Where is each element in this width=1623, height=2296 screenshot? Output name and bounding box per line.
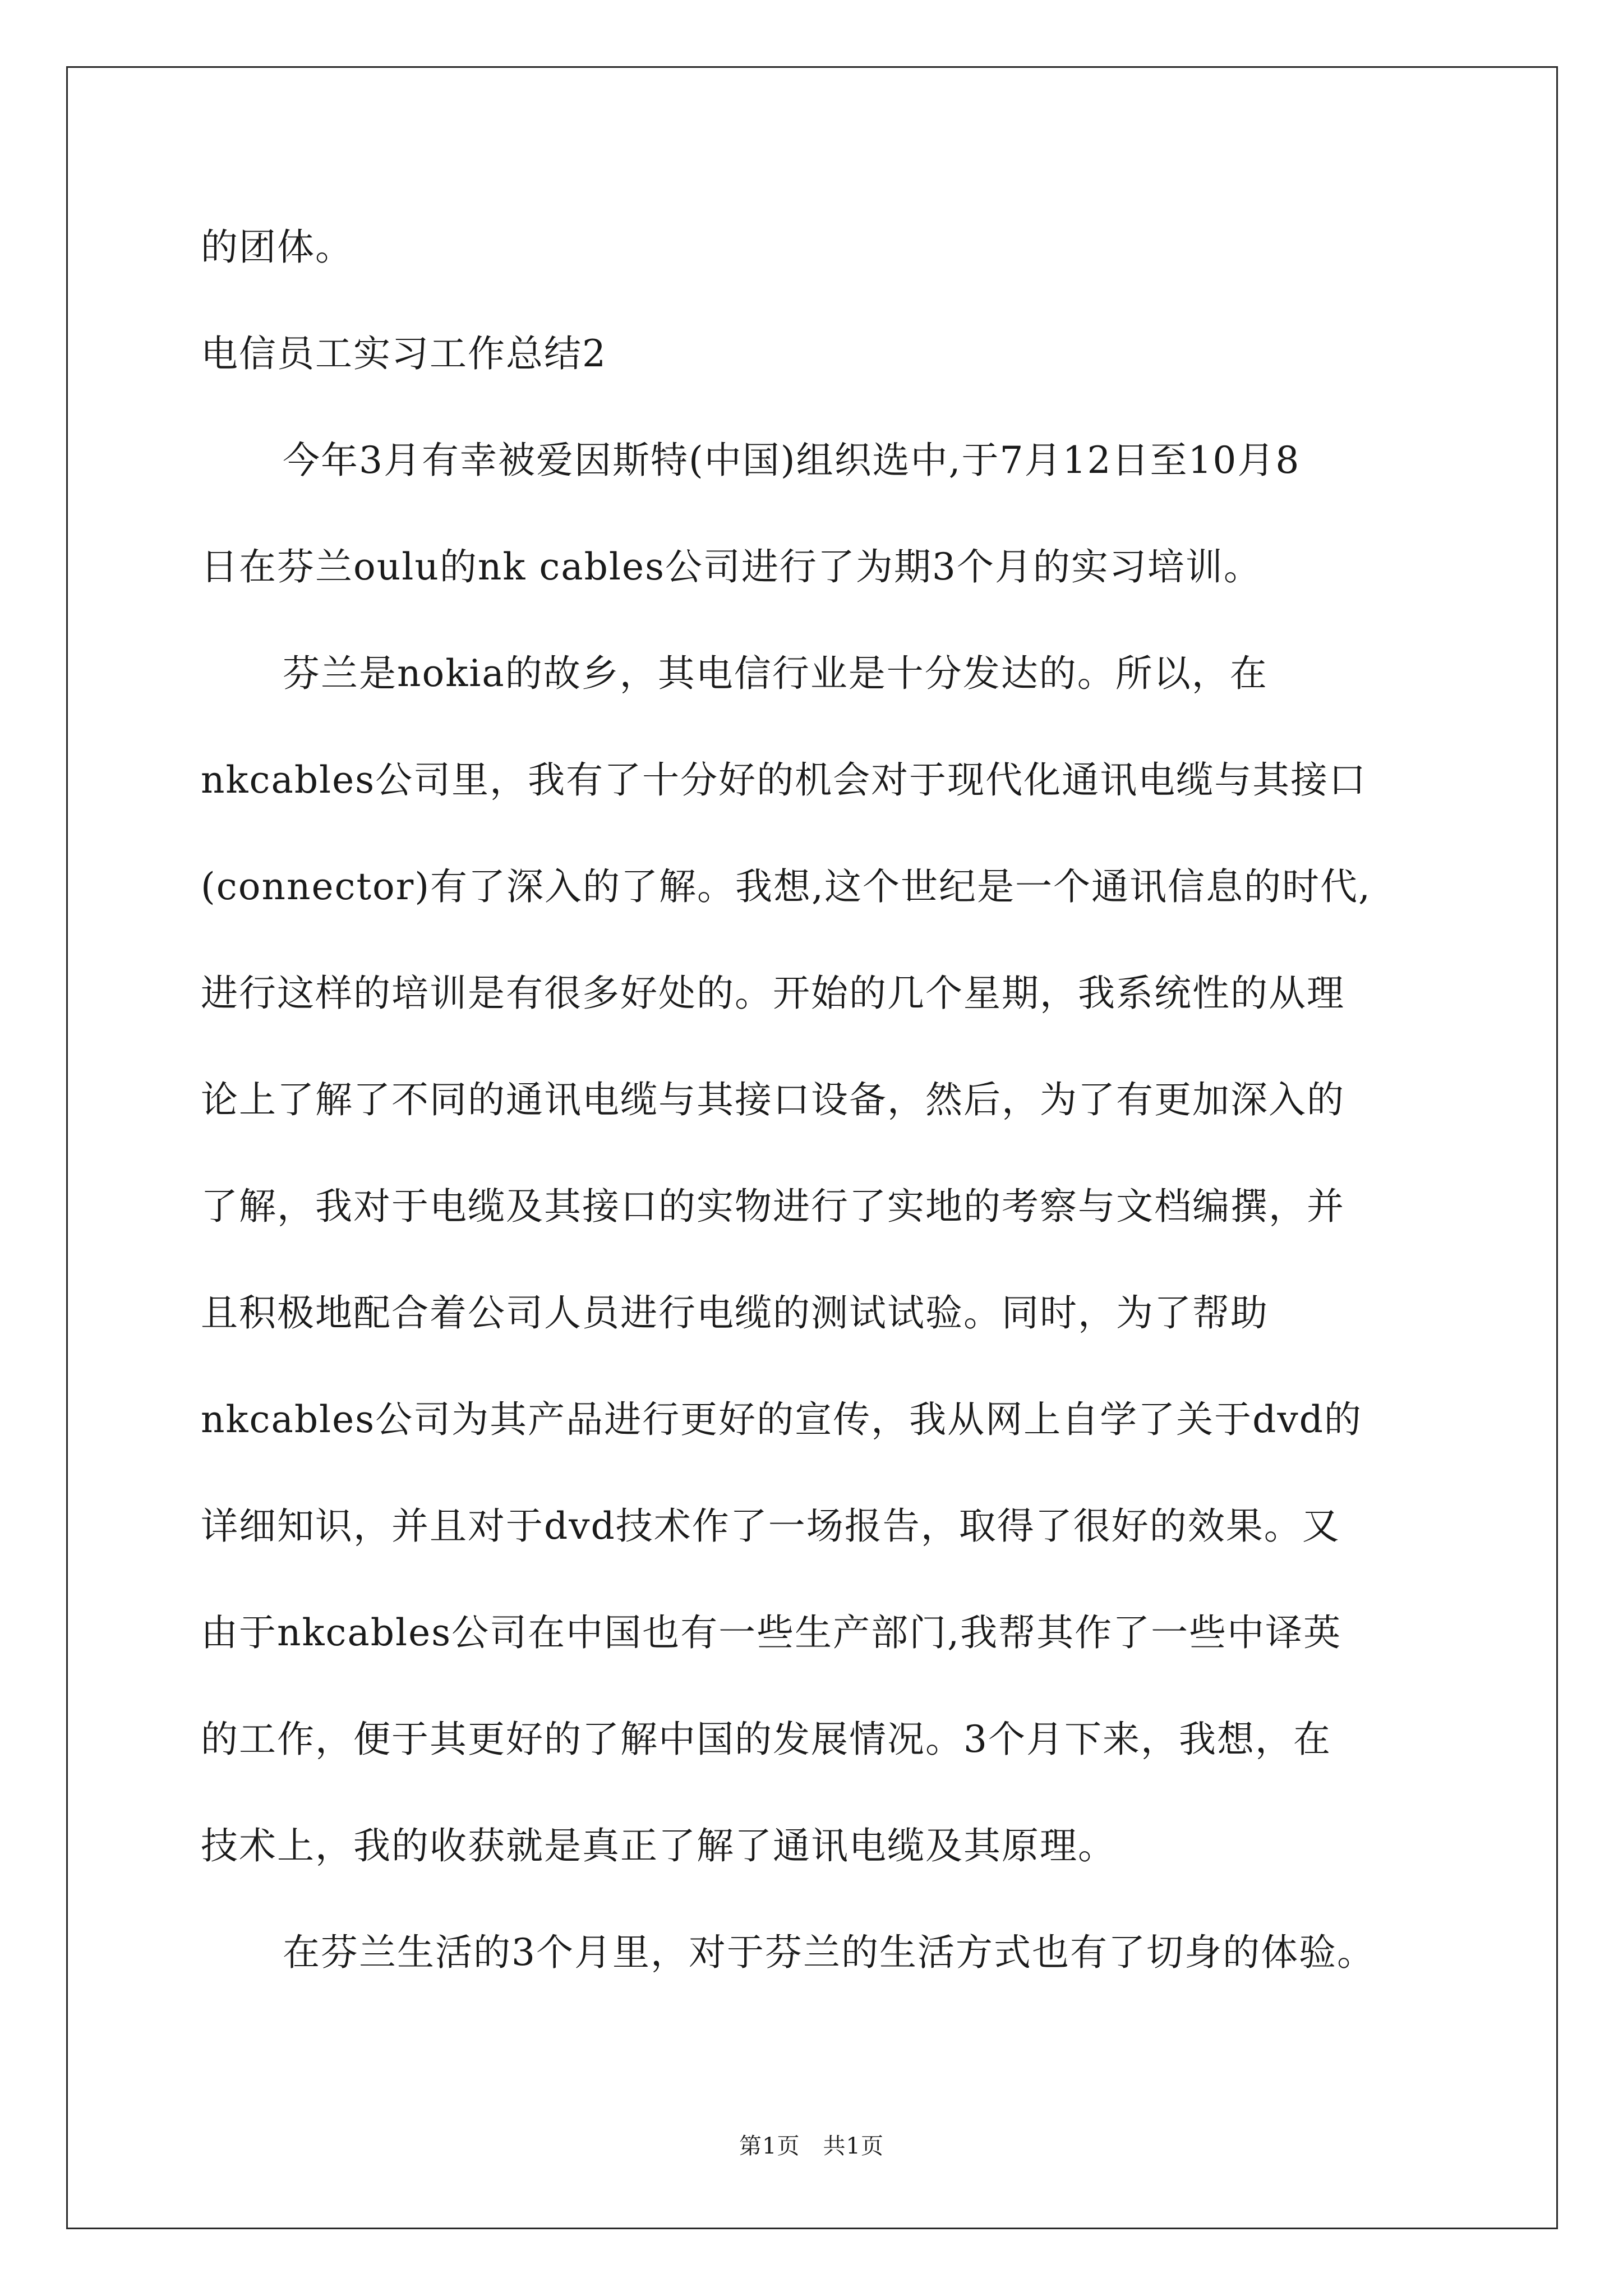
text-line: 在芬兰生活的3个月里，对于芬兰的生活方式也有了切身的体验。 — [283, 1931, 1375, 1974]
text-line: 论上了解了不同的通讯电缆与其接口设备，然后，为了有更加深入的 — [201, 1078, 1345, 1121]
text-line: 进行这样的培训是有很多好处的。开始的几个星期，我系统性的从理 — [201, 972, 1345, 1015]
text-line: 日在芬兰oulu的nk cables公司进行了为期3个月的实习培训。 — [201, 545, 1262, 588]
text-line: 芬兰是nokia的故乡，其电信行业是十分发达的。所以，在 — [283, 652, 1268, 695]
text-line: 的工作，便于其更好的了解中国的发展情况。3个月下来，我想，在 — [201, 1718, 1331, 1761]
text-line: (connector)有了深入的了解。我想,这个世纪是一个通讯信息的时代, — [201, 865, 1371, 908]
page-frame — [66, 66, 1558, 2229]
text-line: 了解，我对于电缆及其接口的实物进行了实地的考察与文档编撰，并 — [201, 1185, 1345, 1228]
text-line: 的团体。 — [201, 226, 353, 269]
page-number-footer: 第1页 共1页 — [739, 2133, 884, 2159]
text-line: 详细知识，并且对于dvd技术作了一场报告，取得了很好的效果。又 — [201, 1504, 1340, 1548]
text-line: 由于nkcables公司在中国也有一些生产部门,我帮其作了一些中译英 — [201, 1611, 1342, 1654]
section-heading: 电信员工实习工作总结2 — [201, 332, 607, 375]
text-line: nkcables公司里，我有了十分好的机会对于现代化通讯电缆与其接口 — [201, 758, 1367, 802]
text-line: nkcables公司为其产品进行更好的宣传，我从网上自学了关于dvd的 — [201, 1398, 1362, 1441]
text-line: 技术上，我的收获就是真正了解了通讯电缆及其原理。 — [201, 1824, 1116, 1867]
text-line: 今年3月有幸被爱因斯特(中国)组织选中,于7月12日至10月8 — [283, 439, 1301, 482]
text-line: 且积极地配合着公司人员进行电缆的测试试验。同时，为了帮助 — [201, 1291, 1269, 1335]
